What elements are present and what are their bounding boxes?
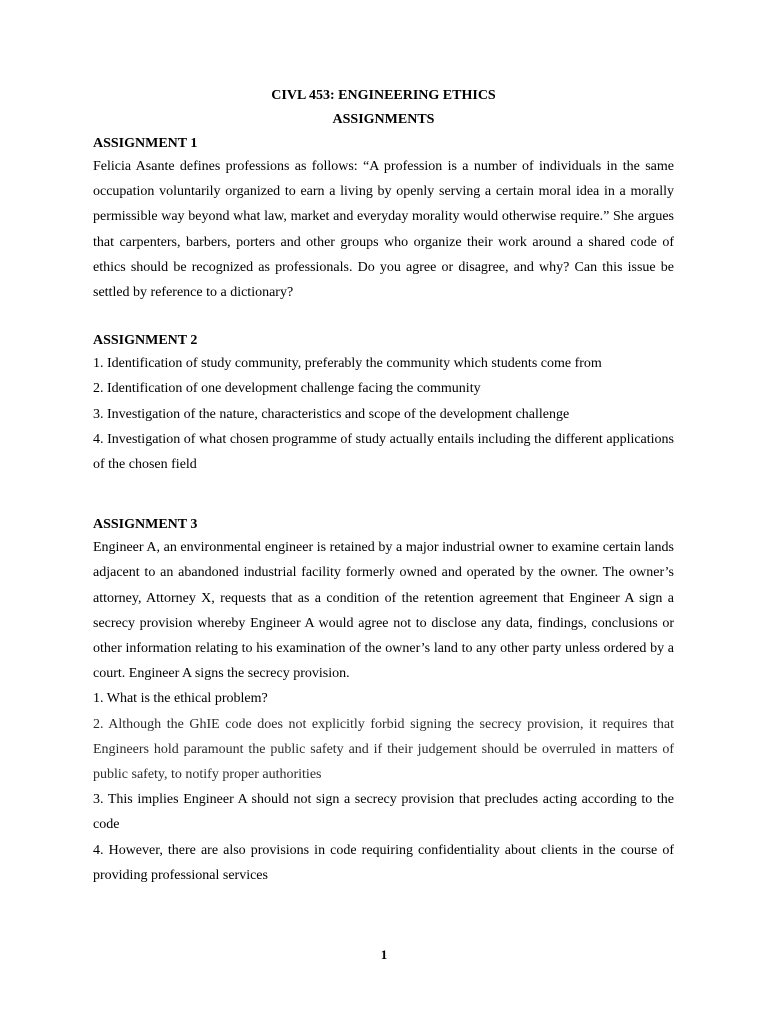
assignment-3-heading: ASSIGNMENT 3 xyxy=(93,517,198,533)
assignment-3-item-2: 2. Although the GhIE code does not explicitly forbid signing the secrecy provision, it requires that Engineers hold paramount the public safety and if their judgement should be overruled in matters of public safety, to notify proper authorities xyxy=(93,716,674,783)
assignment-2-section xyxy=(93,331,674,477)
course-title: CIVL 453: ENGINEERING ETHICS xyxy=(271,88,496,103)
assignment-3-paragraph: Engineer A, an environmental engineer is retained by a major industrial owner to examine certain lands adjacent to an abandoned industrial facility formerly owned and operated by the owner. The owner’s attorney, Attorney X, requests that as a condition of the retention agreement that Engineer A sign a secrecy provision whereby Engineer A would agree not to disclose any data, findings, conclusions or other information relating to his examination of the owner’s land to any other party unless ordered by a court. Engineer A signs the secrecy provision. xyxy=(93,540,674,682)
assignment-3-section xyxy=(93,515,674,888)
assignment-1-paragraph: Felicia Asante defines professions as follows: “A profession is a number of individuals in the same occupation voluntarily organized to earn a living by openly serving a certain moral idea in a morally permissible way beyond what law, market and everyday morality would otherwise require.” She argues that carpenters, barbers, porters and other groups who organize their work around a shared code of ethics should be recognized as professionals. Do you agree or disagree, and why? Can this issue be settled by reference to a dictionary? xyxy=(93,159,674,301)
assignment-2-item-1: 1. Identification of study community, preferably the community which students come from xyxy=(93,356,602,372)
document-page xyxy=(93,86,674,888)
assignment-2-item-2: 2. Identification of one development challenge facing the community xyxy=(93,381,481,397)
assignment-2-item-4: 4. Investigation of what chosen programme of study actually entails including the different applications of the chosen field xyxy=(93,431,674,473)
assignment-2-item-3: 3. Investigation of the nature, characteristics and scope of the development challenge xyxy=(93,406,570,422)
assignment-2-heading: ASSIGNMENT 2 xyxy=(93,333,198,349)
assignment-1-section xyxy=(93,134,674,305)
assignment-3-item-4: 4. However, there are also provisions in code requiring confidentiality about clients in the course of providing professional services xyxy=(93,842,674,883)
assignment-3-item-1: 1. What is the ethical problem? xyxy=(93,691,268,707)
document-subtitle: ASSIGNMENTS xyxy=(332,112,435,127)
page-number: 1 xyxy=(380,947,388,962)
assignment-3-item-3: 3. This implies Engineer A should not sign a secrecy provision that precludes acting according to the code xyxy=(93,792,674,833)
assignment-1-heading: ASSIGNMENT 1 xyxy=(93,136,198,151)
